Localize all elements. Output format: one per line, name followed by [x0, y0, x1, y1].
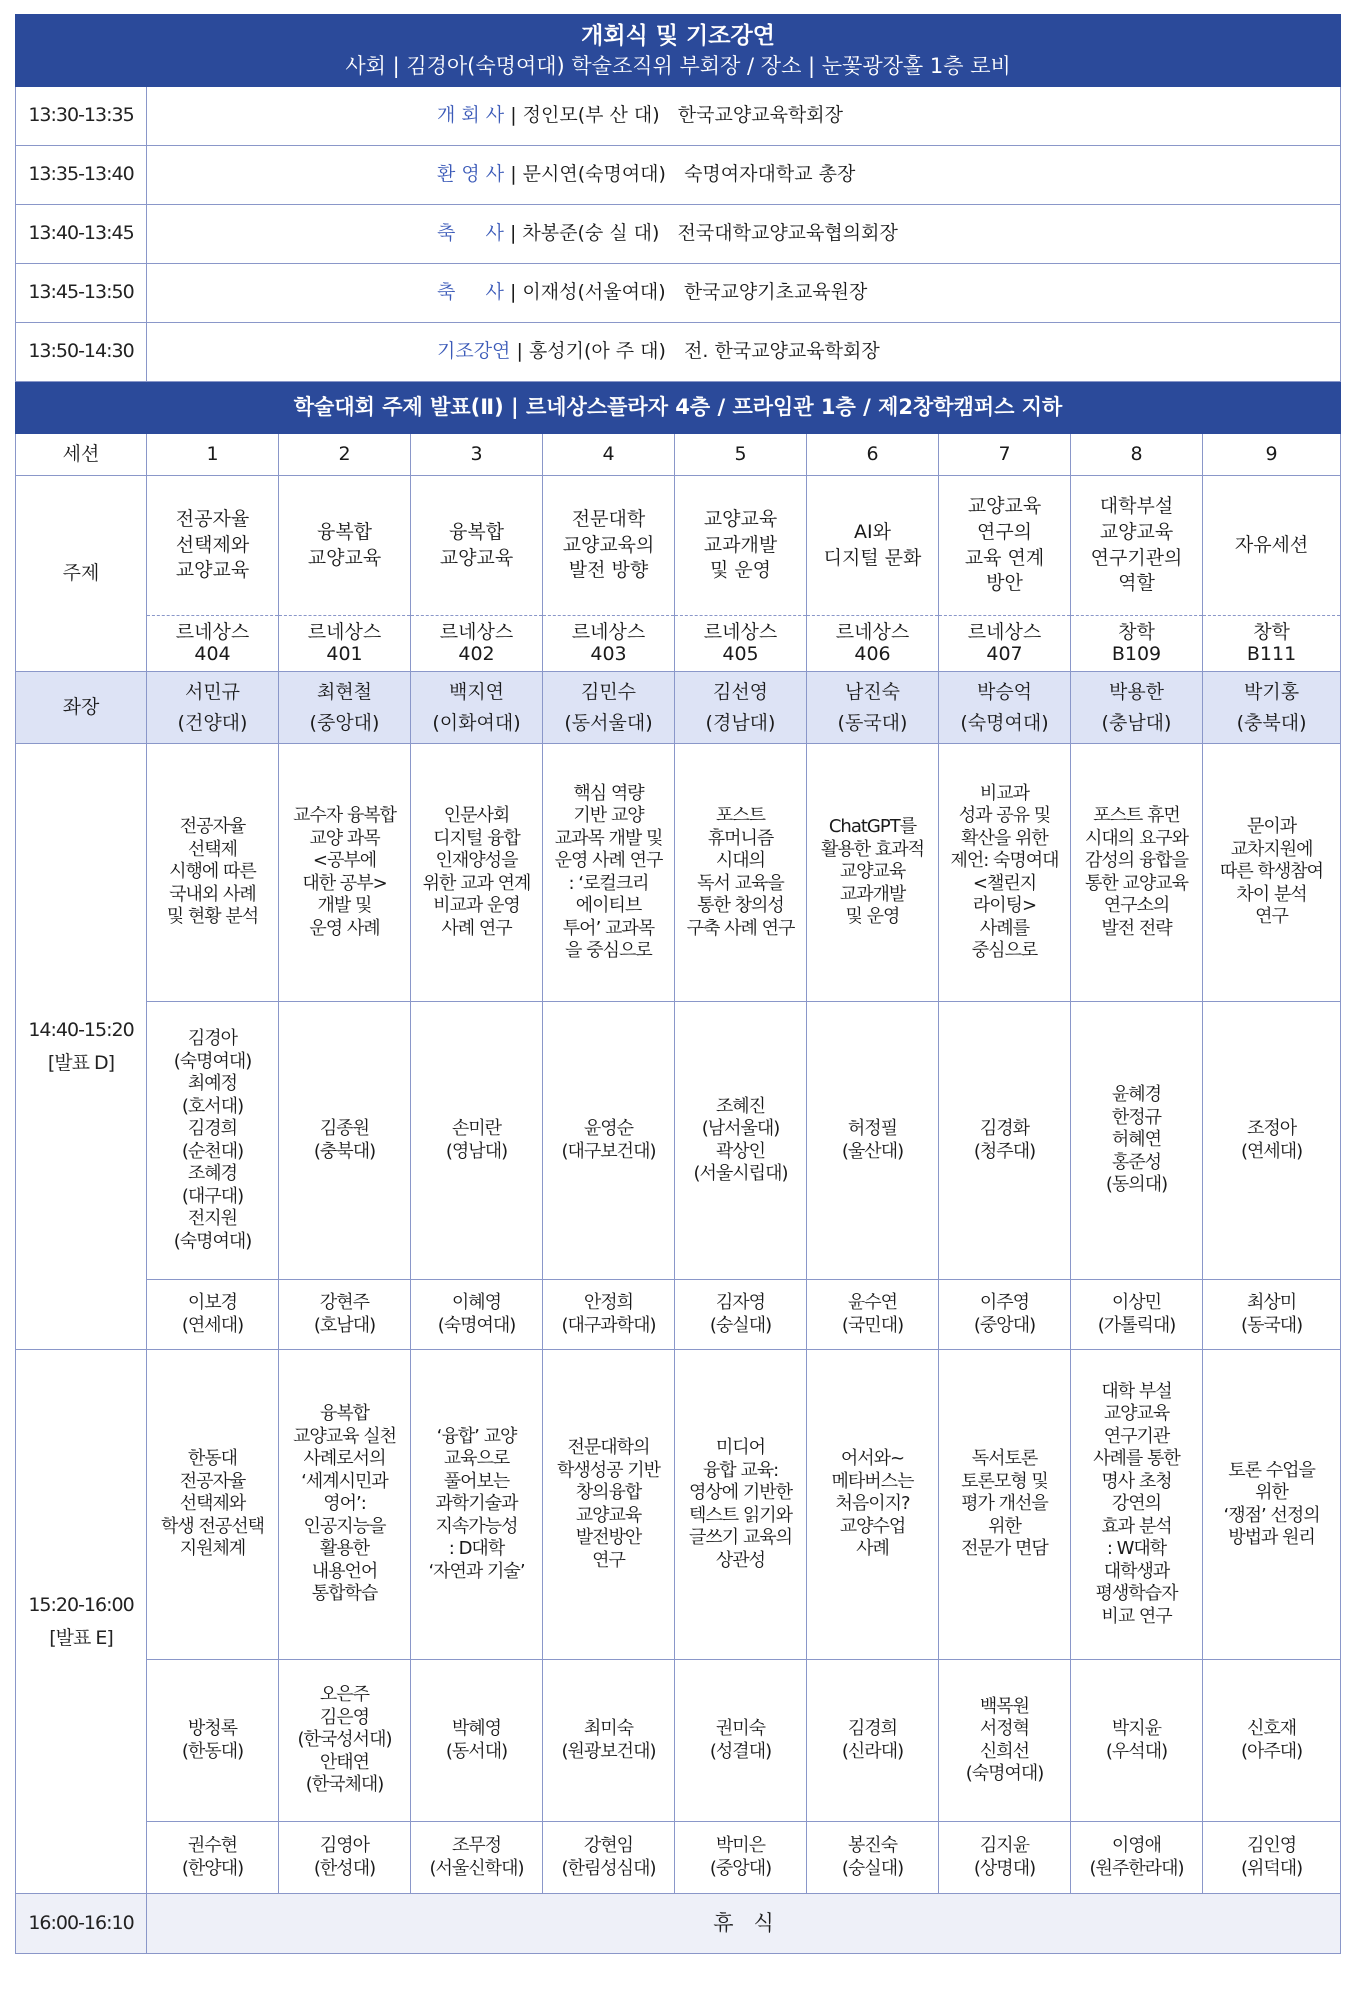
- discussant: 봉진숙 (숭실대): [807, 1822, 939, 1894]
- chair-row: [16, 672, 1341, 744]
- discussant: 강현임 (한림성심대): [543, 1822, 675, 1894]
- opening-subtitle: 사회 | 김경아(숙명여대) 학술조직위 부회장 / 장소 | 눈꽃광장홀 1층 로비: [345, 53, 1011, 78]
- discussant: 안정희 (대구과학대): [543, 1280, 675, 1350]
- chair-name: 박승억 (숙명여대): [939, 672, 1071, 744]
- time-cell: 13:40-13:45: [16, 205, 147, 264]
- session-room: 르네상스 407: [939, 616, 1071, 672]
- room-row: [16, 616, 1341, 672]
- session-topic: 교양교육 연구의 교육 연계 방안: [939, 476, 1071, 616]
- presenter: 신호재 (아주대): [1203, 1660, 1341, 1822]
- opening-banner: [16, 15, 1341, 87]
- discussant: 박미은 (중앙대): [675, 1822, 807, 1894]
- person-name: 문시연(숙명여대): [522, 163, 666, 186]
- paper-row: [16, 1350, 1341, 1660]
- paper-title: 한동대 전공자율 선택제와 학생 전공선택 지원체계: [147, 1350, 279, 1660]
- session-number: 9: [1203, 434, 1341, 476]
- session-number: 2: [279, 434, 411, 476]
- opening-row: [16, 264, 1341, 323]
- chair-name: 박기홍 (충북대): [1203, 672, 1341, 744]
- paper-title: 대학 부설 교양교육 연구기관 사례를 통한 명사 초청 강연의 효과 분석 : W대학 대학생과 평생학습자 비교 연구: [1071, 1350, 1203, 1660]
- presenter: 김경화 (청주대): [939, 1002, 1071, 1280]
- sessions-banner: [16, 382, 1341, 434]
- chair-name: 최현철 (중앙대): [279, 672, 411, 744]
- sessions-title: 학술대회 주제 발표(Ⅱ) | 르네상스플라자 4층 / 프라임관 1층 / 제2창학캠퍼스 지하: [293, 395, 1063, 420]
- session-number: 8: [1071, 434, 1203, 476]
- presenter-row: [16, 1660, 1341, 1822]
- discussant-row: [16, 1280, 1341, 1350]
- role-label: 축 사: [437, 222, 504, 245]
- session-room: 르네상스 406: [807, 616, 939, 672]
- chair-name: 남진숙 (동국대): [807, 672, 939, 744]
- presenter: 김종원 (충북대): [279, 1002, 411, 1280]
- session-topic: 대학부설 교양교육 연구기관의 역할: [1071, 476, 1203, 616]
- paper-title: 융복합 교양교육 실천 사례로서의 ‘세계시민과 영어’: 인공지능을 활용한 내용언어 통합학습: [279, 1350, 411, 1660]
- session-number: 3: [411, 434, 543, 476]
- role-label: 기조강연: [437, 340, 511, 363]
- paper-title: ChatGPT를 활용한 효과적 교양교육 교과개발 및 운영: [807, 744, 939, 1002]
- session-topic: 전공자율 선택제와 교양교육: [147, 476, 279, 616]
- session-topic: AI와 디지털 문화: [807, 476, 939, 616]
- presenter: 백목원 서정혁 신희선 (숙명여대): [939, 1660, 1071, 1822]
- topic-label: 주제: [16, 476, 147, 672]
- role-label: 환 영 사: [437, 163, 505, 186]
- chair-name: 김선영 (경남대): [675, 672, 807, 744]
- session-topic: 융복합 교양교육: [279, 476, 411, 616]
- time-cell: 13:50-14:30: [16, 323, 147, 382]
- discussant: 이혜영 (숙명여대): [411, 1280, 543, 1350]
- opening-row: [16, 146, 1341, 205]
- chair-name: 백지연 (이화여대): [411, 672, 543, 744]
- opening-title: 개회식 및 기조강연: [581, 22, 775, 49]
- paper-title: 미디어 융합 교육: 영상에 기반한 텍스트 읽기와 글쓰기 교육의 상관성: [675, 1350, 807, 1660]
- person-title: 한국교양기초교육원장: [683, 281, 868, 304]
- opening-row: [16, 323, 1341, 382]
- discussant: 김영아 (한성대): [279, 1822, 411, 1894]
- discussant: 김지윤 (상명대): [939, 1822, 1071, 1894]
- paper-title: 독서토론 토론모형 및 평가 개선을 위한 전문가 면담: [939, 1350, 1071, 1660]
- presenter: 오은주 김은영 (한국성서대) 안태연 (한국체대): [279, 1660, 411, 1822]
- presenter: 조혜진 (남서울대) 곽상인 (서울시립대): [675, 1002, 807, 1280]
- opening-item: 축 사 | 이재성(서울여대) 한국교양기초교육원장: [147, 264, 1341, 323]
- discussant: 조무정 (서울신학대): [411, 1822, 543, 1894]
- discussant: 윤수연 (국민대): [807, 1280, 939, 1350]
- chair-name: 서민규 (건양대): [147, 672, 279, 744]
- paper-title: 토론 수업을 위한 ‘쟁점’ 선정의 방법과 원리: [1203, 1350, 1341, 1660]
- opening-item: 개 회 사 | 정인모(부 산 대) 한국교양교육학회장: [147, 87, 1341, 146]
- presenter: 최미숙 (원광보건대): [543, 1660, 675, 1822]
- block-time: 14:40-15:20 [발표 D]: [16, 744, 147, 1350]
- topic-row: [16, 476, 1341, 616]
- paper-title: 포스트 휴먼 시대의 요구와 감성의 융합을 통한 교양교육 연구소의 발전 전략: [1071, 744, 1203, 1002]
- discussant-row: [16, 1822, 1341, 1894]
- session-topic: 자유세션: [1203, 476, 1341, 616]
- person-title: 숙명여자대학교 총장: [684, 163, 856, 186]
- discussant: 강현주 (호남대): [279, 1280, 411, 1350]
- presenter: 윤혜경 한정규 허혜연 홍준성 (동의대): [1071, 1002, 1203, 1280]
- role-label: 개 회 사: [437, 104, 505, 127]
- presenter: 손미란 (영남대): [411, 1002, 543, 1280]
- opening-row: [16, 87, 1341, 146]
- paper-title: 어서와~ 메타버스는 처음이지? 교양수업 사례: [807, 1350, 939, 1660]
- presenter: 김경희 (신라대): [807, 1660, 939, 1822]
- presenter: 권미숙 (성결대): [675, 1660, 807, 1822]
- break-time: 16:00-16:10: [16, 1894, 147, 1954]
- presenter: 김경아 (숙명여대) 최예정 (호서대) 김경희 (순천대) 조혜경 (대구대) 전지원 (숙명여대): [147, 1002, 279, 1280]
- paper-title: ‘융합’ 교양 교육으로 풀어보는 과학기술과 지속가능성 : D대학 ‘자연과 기술’: [411, 1350, 543, 1660]
- discussant: 이주영 (중앙대): [939, 1280, 1071, 1350]
- session-room: 르네상스 401: [279, 616, 411, 672]
- person-title: 전국대학교양교육협의회장: [677, 222, 898, 245]
- discussant: 김인영 (위덕대): [1203, 1822, 1341, 1894]
- session-topic: 융복합 교양교육: [411, 476, 543, 616]
- session-number: 7: [939, 434, 1071, 476]
- block-time: 15:20-16:00 [발표 E]: [16, 1350, 147, 1894]
- person-name: 정인모(부 산 대): [522, 104, 660, 127]
- discussant: 이상민 (가톨릭대): [1071, 1280, 1203, 1350]
- chair-name: 박용한 (충남대): [1071, 672, 1203, 744]
- opening-row: [16, 205, 1341, 264]
- session-topic: 전문대학 교양교육의 발전 방향: [543, 476, 675, 616]
- presenter: 방청록 (한동대): [147, 1660, 279, 1822]
- session-number: 5: [675, 434, 807, 476]
- role-label: 축 사: [437, 281, 504, 304]
- opening-item: 기조강연 | 홍성기(아 주 대) 전. 한국교양교육학회장: [147, 323, 1341, 382]
- paper-title: 전문대학의 학생성공 기반 창의융합 교양교육 발전방안 연구: [543, 1350, 675, 1660]
- session-number: 6: [807, 434, 939, 476]
- discussant: 이영애 (원주한라대): [1071, 1822, 1203, 1894]
- discussant: 이보경 (연세대): [147, 1280, 279, 1350]
- time-cell: 13:30-13:35: [16, 87, 147, 146]
- paper-row: [16, 744, 1341, 1002]
- session-room: 르네상스 405: [675, 616, 807, 672]
- session-number: 4: [543, 434, 675, 476]
- break-label: 휴 식: [147, 1894, 1341, 1954]
- session-room: 르네상스 404: [147, 616, 279, 672]
- paper-title: 핵심 역량 기반 교양 교과목 개발 및 운영 사례 연구 : ‘로컬크리 에이티브 투어’ 교과목 을 중심으로: [543, 744, 675, 1002]
- discussant: 최상미 (동국대): [1203, 1280, 1341, 1350]
- paper-title: 인문사회 디지털 융합 인재양성을 위한 교과 연계 비교과 운영 사례 연구: [411, 744, 543, 1002]
- opening-item: 축 사 | 차봉준(숭 실 대) 전국대학교양교육협의회장: [147, 205, 1341, 264]
- session-number: 1: [147, 434, 279, 476]
- session-label: 세션: [16, 434, 147, 476]
- paper-title: 포스트 휴머니즘 시대의 독서 교육을 통한 창의성 구축 사례 연구: [675, 744, 807, 1002]
- chair-label: 좌장: [16, 672, 147, 744]
- session-room: 창학 B109: [1071, 616, 1203, 672]
- session-topic: 교양교육 교과개발 및 운영: [675, 476, 807, 616]
- presenter: 윤영순 (대구보건대): [543, 1002, 675, 1280]
- break-row: [16, 1894, 1341, 1954]
- person-name: 이재성(서울여대): [522, 281, 666, 304]
- discussant: 권수현 (한양대): [147, 1822, 279, 1894]
- session-room: 르네상스 403: [543, 616, 675, 672]
- opening-item: 환 영 사 | 문시연(숙명여대) 숙명여자대학교 총장: [147, 146, 1341, 205]
- presenter-row: [16, 1002, 1341, 1280]
- paper-title: 비교과 성과 공유 및 확산을 위한 제언: 숙명여대 <챌린지 라이팅> 사례를 중심으로: [939, 744, 1071, 1002]
- session-room: 창학 B111: [1203, 616, 1341, 672]
- person-title: 한국교양교육학회장: [677, 104, 843, 127]
- presenter: 허정필 (울산대): [807, 1002, 939, 1280]
- presenter: 박혜영 (동서대): [411, 1660, 543, 1822]
- person-title: 전. 한국교양교육학회장: [684, 340, 880, 363]
- chair-name: 김민수 (동서울대): [543, 672, 675, 744]
- paper-title: 교수자 융복합 교양 과목 <공부에 대한 공부> 개발 및 운영 사례: [279, 744, 411, 1002]
- paper-title: 전공자율 선택제 시행에 따른 국내외 사례 및 현황 분석: [147, 744, 279, 1002]
- paper-title: 문이과 교차지원에 따른 학생참여 차이 분석 연구: [1203, 744, 1341, 1002]
- time-cell: 13:45-13:50: [16, 264, 147, 323]
- presenter: 조정아 (연세대): [1203, 1002, 1341, 1280]
- conference-schedule-table: [15, 14, 1341, 1954]
- session-number-row: [16, 434, 1341, 476]
- time-cell: 13:35-13:40: [16, 146, 147, 205]
- person-name: 홍성기(아 주 대): [528, 340, 666, 363]
- person-name: 차봉준(숭 실 대): [522, 222, 660, 245]
- presenter: 박지윤 (우석대): [1071, 1660, 1203, 1822]
- discussant: 김자영 (숭실대): [675, 1280, 807, 1350]
- session-room: 르네상스 402: [411, 616, 543, 672]
